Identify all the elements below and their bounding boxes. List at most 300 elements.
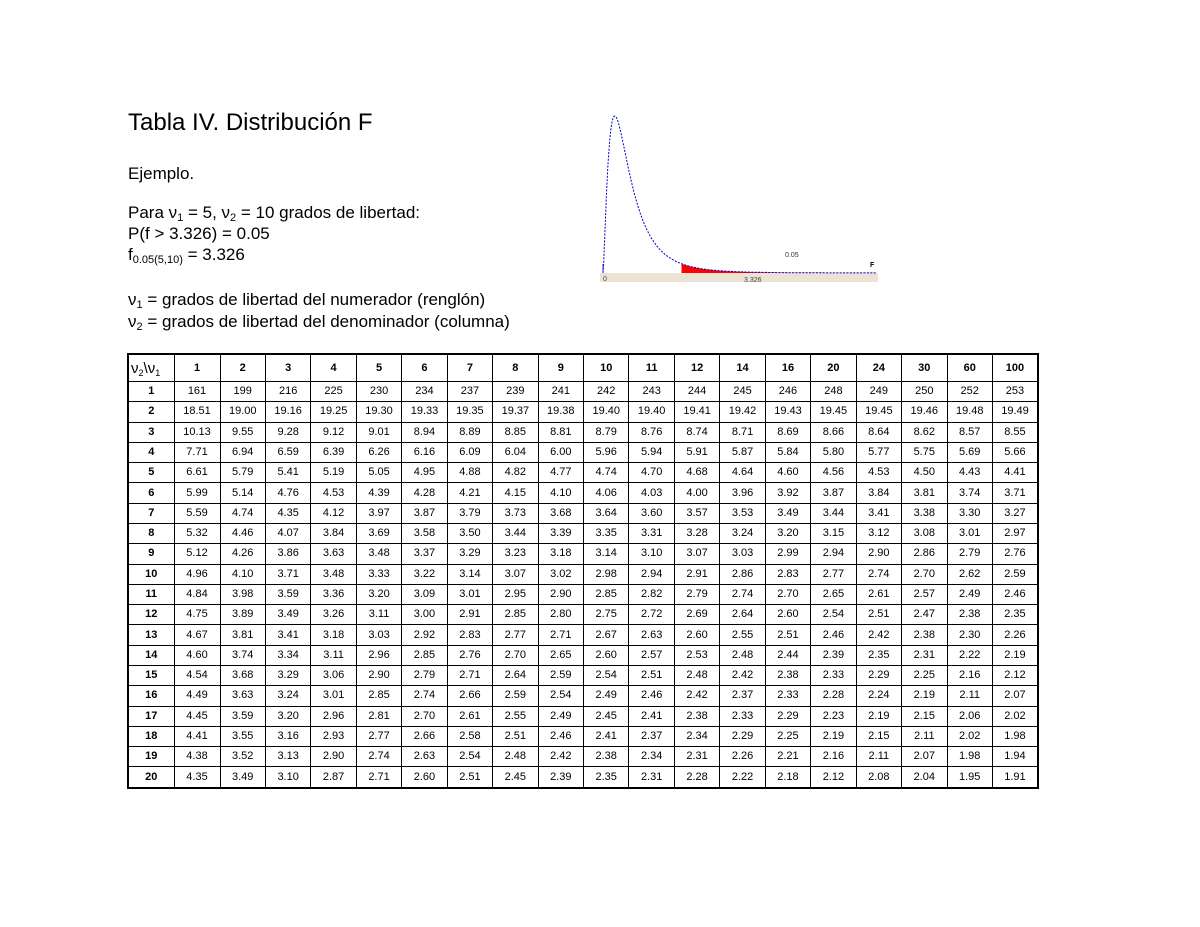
table-cell: 2.54 bbox=[584, 665, 629, 685]
table-cell: 5.59 bbox=[174, 503, 220, 523]
table-cell: 2.76 bbox=[447, 645, 492, 665]
table-cell: 6.09 bbox=[447, 442, 492, 462]
table-cell: 2.31 bbox=[674, 747, 719, 767]
table-cell: 2.72 bbox=[629, 605, 674, 625]
table-cell: 4.49 bbox=[174, 686, 220, 706]
corner-nu2-subscript: 2 bbox=[138, 367, 144, 378]
table-cell: 2.33 bbox=[811, 665, 856, 685]
table-cell: 2.81 bbox=[356, 706, 401, 726]
table-cell: 9.12 bbox=[311, 422, 356, 442]
table-row bbox=[128, 726, 1038, 746]
table-cell: 2.66 bbox=[447, 686, 492, 706]
table-cell: 8.89 bbox=[447, 422, 492, 442]
row-header: 13 bbox=[128, 625, 174, 645]
table-cell: 6.39 bbox=[311, 442, 356, 462]
table-cell: 3.23 bbox=[493, 544, 538, 564]
table-cell: 2.54 bbox=[811, 605, 856, 625]
table-cell: 19.43 bbox=[765, 402, 810, 422]
table-cell: 2.99 bbox=[765, 544, 810, 564]
table-cell: 4.53 bbox=[311, 483, 356, 503]
table-cell: 2.77 bbox=[493, 625, 538, 645]
table-cell: 2.61 bbox=[447, 706, 492, 726]
table-cell: 3.74 bbox=[947, 483, 992, 503]
table-cell: 2.16 bbox=[947, 665, 992, 685]
table-cell: 4.60 bbox=[174, 645, 220, 665]
nu1-subscript: 1 bbox=[136, 299, 143, 311]
table-cell: 4.76 bbox=[265, 483, 310, 503]
table-cell: 2.90 bbox=[856, 544, 901, 564]
table-cell: 3.71 bbox=[992, 483, 1038, 503]
table-cell: 2.07 bbox=[902, 747, 947, 767]
table-cell: 3.48 bbox=[311, 564, 356, 584]
table-cell: 2.19 bbox=[902, 686, 947, 706]
table-cell: 2.79 bbox=[402, 665, 447, 685]
table-cell: 19.46 bbox=[902, 402, 947, 422]
table-cell: 3.20 bbox=[265, 706, 310, 726]
nu-symbol: ν bbox=[128, 312, 137, 331]
table-cell: 2.95 bbox=[493, 584, 538, 604]
table-cell: 5.79 bbox=[220, 463, 265, 483]
table-cell: 2.63 bbox=[629, 625, 674, 645]
table-cell: 3.02 bbox=[538, 564, 583, 584]
table-cell: 4.50 bbox=[902, 463, 947, 483]
table-cell: 4.00 bbox=[674, 483, 719, 503]
table-cell: 9.28 bbox=[265, 422, 310, 442]
table-cell: 250 bbox=[902, 382, 947, 402]
table-cell: 19.16 bbox=[265, 402, 310, 422]
table-cell: 2.38 bbox=[765, 665, 810, 685]
table-cell: 2.11 bbox=[856, 747, 901, 767]
table-cell: 3.84 bbox=[856, 483, 901, 503]
table-cell: 5.69 bbox=[947, 442, 992, 462]
table-cell: 4.07 bbox=[265, 523, 310, 543]
table-cell: 2.63 bbox=[402, 747, 447, 767]
table-cell: 2.49 bbox=[538, 706, 583, 726]
table-cell: 2.91 bbox=[447, 605, 492, 625]
table-cell: 8.94 bbox=[402, 422, 447, 442]
table-cell: 5.05 bbox=[356, 463, 401, 483]
axis-band bbox=[600, 273, 878, 282]
table-cell: 2.06 bbox=[947, 706, 992, 726]
nu2-definition-text: = grados de libertad del denominador (columna) bbox=[142, 312, 510, 331]
table-cell: 3.44 bbox=[811, 503, 856, 523]
table-cell: 2.85 bbox=[402, 645, 447, 665]
table-cell: 4.41 bbox=[992, 463, 1038, 483]
table-cell: 2.65 bbox=[811, 584, 856, 604]
table-cell: 3.55 bbox=[220, 726, 265, 746]
table-cell: 3.73 bbox=[493, 503, 538, 523]
table-cell: 2.71 bbox=[538, 625, 583, 645]
table-cell: 2.48 bbox=[720, 645, 765, 665]
table-cell: 3.81 bbox=[902, 483, 947, 503]
table-cell: 9.55 bbox=[220, 422, 265, 442]
column-header: 10 bbox=[584, 354, 629, 382]
table-cell: 2.19 bbox=[811, 726, 856, 746]
table-cell: 3.35 bbox=[584, 523, 629, 543]
table-cell: 2.51 bbox=[629, 665, 674, 685]
column-header: 2 bbox=[220, 354, 265, 382]
table-cell: 2.30 bbox=[947, 625, 992, 645]
table-cell: 4.46 bbox=[220, 523, 265, 543]
table-body bbox=[128, 382, 1038, 789]
table-cell: 3.63 bbox=[220, 686, 265, 706]
table-cell: 3.71 bbox=[265, 564, 310, 584]
table-cell: 19.40 bbox=[584, 402, 629, 422]
row-header: 20 bbox=[128, 767, 174, 788]
table-row bbox=[128, 645, 1038, 665]
table-cell: 2.77 bbox=[356, 726, 401, 746]
table-cell: 3.27 bbox=[992, 503, 1038, 523]
density-curve bbox=[603, 116, 876, 273]
table-cell: 237 bbox=[447, 382, 492, 402]
table-cell: 4.45 bbox=[174, 706, 220, 726]
table-cell: 3.48 bbox=[356, 544, 401, 564]
table-cell: 2.38 bbox=[674, 706, 719, 726]
table-cell: 3.03 bbox=[356, 625, 401, 645]
table-cell: 3.01 bbox=[947, 523, 992, 543]
table-cell: 2.59 bbox=[992, 564, 1038, 584]
table-cell: 2.60 bbox=[674, 625, 719, 645]
table-cell: 2.90 bbox=[538, 584, 583, 604]
table-cell: 2.86 bbox=[720, 564, 765, 584]
nu-symbol: ν bbox=[221, 203, 231, 222]
row-header: 6 bbox=[128, 483, 174, 503]
table-cell: 3.41 bbox=[265, 625, 310, 645]
table-cell: 2.55 bbox=[720, 625, 765, 645]
table-cell: 2.29 bbox=[765, 706, 810, 726]
table-cell: 2.70 bbox=[493, 645, 538, 665]
table-cell: 2.38 bbox=[902, 625, 947, 645]
table-cell: 5.75 bbox=[902, 442, 947, 462]
table-cell: 5.99 bbox=[174, 483, 220, 503]
table-cell: 2.57 bbox=[629, 645, 674, 665]
row-header: 5 bbox=[128, 463, 174, 483]
table-cell: 2.47 bbox=[902, 605, 947, 625]
table-cell: 3.69 bbox=[356, 523, 401, 543]
table-cell: 2.96 bbox=[311, 706, 356, 726]
column-header: 60 bbox=[947, 354, 992, 382]
table-cell: 2.70 bbox=[402, 706, 447, 726]
table-cell: 3.87 bbox=[811, 483, 856, 503]
table-cell: 2.37 bbox=[720, 686, 765, 706]
table-cell: 4.75 bbox=[174, 605, 220, 625]
table-cell: 8.79 bbox=[584, 422, 629, 442]
table-row bbox=[128, 442, 1038, 462]
table-cell: 2.46 bbox=[811, 625, 856, 645]
page-title: Tabla IV. Distribución F bbox=[128, 109, 373, 136]
table-cell: 2.41 bbox=[629, 706, 674, 726]
column-header: 6 bbox=[402, 354, 447, 382]
table-cell: 4.28 bbox=[402, 483, 447, 503]
table-cell: 4.68 bbox=[674, 463, 719, 483]
table-cell: 234 bbox=[402, 382, 447, 402]
table-cell: 2.74 bbox=[356, 747, 401, 767]
table-cell: 4.03 bbox=[629, 483, 674, 503]
table-cell: 3.68 bbox=[538, 503, 583, 523]
table-cell: 1.98 bbox=[992, 726, 1038, 746]
table-cell: 3.08 bbox=[902, 523, 947, 543]
table-cell: 5.66 bbox=[992, 442, 1038, 462]
table-cell: 2.25 bbox=[902, 665, 947, 685]
table-cell: 3.03 bbox=[720, 544, 765, 564]
table-cell: 2.51 bbox=[447, 767, 492, 788]
table-row bbox=[128, 747, 1038, 767]
table-cell: 19.33 bbox=[402, 402, 447, 422]
table-cell: 1.98 bbox=[947, 747, 992, 767]
table-cell: 19.48 bbox=[947, 402, 992, 422]
table-cell: 6.94 bbox=[220, 442, 265, 462]
table-cell: 230 bbox=[356, 382, 401, 402]
column-header: 9 bbox=[538, 354, 583, 382]
table-cell: 1.91 bbox=[992, 767, 1038, 788]
table-cell: 2.82 bbox=[629, 584, 674, 604]
origin-label: 0 bbox=[603, 276, 607, 283]
row-header: 14 bbox=[128, 645, 174, 665]
table-cell: 2.62 bbox=[947, 564, 992, 584]
table-cell: 242 bbox=[584, 382, 629, 402]
table-cell: 19.37 bbox=[493, 402, 538, 422]
table-cell: 8.71 bbox=[720, 422, 765, 442]
column-header: 3 bbox=[265, 354, 310, 382]
table-cell: 2.41 bbox=[584, 726, 629, 746]
table-cell: 2.12 bbox=[811, 767, 856, 788]
table-row bbox=[128, 665, 1038, 685]
table-cell: 4.06 bbox=[584, 483, 629, 503]
row-header: 9 bbox=[128, 544, 174, 564]
table-cell: 2.19 bbox=[992, 645, 1038, 665]
table-cell: 3.22 bbox=[402, 564, 447, 584]
table-cell: 2.04 bbox=[902, 767, 947, 788]
nu-symbol: ν bbox=[168, 203, 178, 222]
row-header: 15 bbox=[128, 665, 174, 685]
table-cell: 3.87 bbox=[402, 503, 447, 523]
table-cell: 8.57 bbox=[947, 422, 992, 442]
critical-value-label: 3.326 bbox=[744, 277, 762, 284]
nu-symbol: ν bbox=[131, 359, 139, 377]
table-cell: 3.68 bbox=[220, 665, 265, 685]
table-cell: 3.26 bbox=[311, 605, 356, 625]
table-cell: 2.54 bbox=[447, 747, 492, 767]
table-cell: 19.00 bbox=[220, 402, 265, 422]
table-cell: 2.26 bbox=[720, 747, 765, 767]
table-cell: 2.67 bbox=[584, 625, 629, 645]
table-cell: 3.29 bbox=[265, 665, 310, 685]
table-cell: 2.38 bbox=[584, 747, 629, 767]
table-cell: 2.77 bbox=[811, 564, 856, 584]
column-header: 14 bbox=[720, 354, 765, 382]
table-cell: 8.66 bbox=[811, 422, 856, 442]
table-cell: 2.79 bbox=[674, 584, 719, 604]
table-cell: 3.00 bbox=[402, 605, 447, 625]
table-cell: 3.49 bbox=[265, 605, 310, 625]
column-header: 4 bbox=[311, 354, 356, 382]
table-cell: 3.14 bbox=[447, 564, 492, 584]
table-cell: 2.97 bbox=[992, 523, 1038, 543]
table-row bbox=[128, 686, 1038, 706]
alpha-label: 0.05 bbox=[785, 252, 799, 259]
f-distribution-figure bbox=[600, 108, 882, 286]
table-cell: 2.34 bbox=[629, 747, 674, 767]
table-cell: 19.42 bbox=[720, 402, 765, 422]
table-row bbox=[128, 503, 1038, 523]
table-cell: 2.46 bbox=[629, 686, 674, 706]
table-cell: 3.58 bbox=[402, 523, 447, 543]
table-cell: 3.15 bbox=[811, 523, 856, 543]
table-cell: 3.30 bbox=[947, 503, 992, 523]
table-cell: 253 bbox=[992, 382, 1038, 402]
nu-symbol: ν bbox=[128, 290, 137, 309]
table-cell: 2.91 bbox=[674, 564, 719, 584]
table-cell: 3.49 bbox=[220, 767, 265, 788]
table-cell: 249 bbox=[856, 382, 901, 402]
table-cell: 3.11 bbox=[311, 645, 356, 665]
table-cell: 3.10 bbox=[265, 767, 310, 788]
table-cell: 2.94 bbox=[629, 564, 674, 584]
table-cell: 5.19 bbox=[311, 463, 356, 483]
table-header-row bbox=[128, 354, 1038, 382]
table-cell: 4.67 bbox=[174, 625, 220, 645]
table-cell: 2.35 bbox=[856, 645, 901, 665]
table-cell: 248 bbox=[811, 382, 856, 402]
column-header: 5 bbox=[356, 354, 401, 382]
table-cell: 19.38 bbox=[538, 402, 583, 422]
table-cell: 4.53 bbox=[856, 463, 901, 483]
table-cell: 2.34 bbox=[674, 726, 719, 746]
example-degrees-line bbox=[128, 202, 420, 224]
table-cell: 3.06 bbox=[311, 665, 356, 685]
table-cell: 2.86 bbox=[902, 544, 947, 564]
table-cell: 2.46 bbox=[538, 726, 583, 746]
table-cell: 2.70 bbox=[902, 564, 947, 584]
f-value: = 3.326 bbox=[182, 245, 245, 264]
table-cell: 2.96 bbox=[356, 645, 401, 665]
table-cell: 2.87 bbox=[311, 767, 356, 788]
row-header: 12 bbox=[128, 605, 174, 625]
table-cell: 246 bbox=[765, 382, 810, 402]
table-cell: 3.34 bbox=[265, 645, 310, 665]
table-cell: 2.19 bbox=[856, 706, 901, 726]
table-row bbox=[128, 422, 1038, 442]
column-header: 8 bbox=[493, 354, 538, 382]
f-subscript: 0.05(5,10) bbox=[132, 254, 183, 266]
table-cell: 3.09 bbox=[402, 584, 447, 604]
table-cell: 3.31 bbox=[629, 523, 674, 543]
table-cell: 239 bbox=[493, 382, 538, 402]
table-cell: 244 bbox=[674, 382, 719, 402]
row-header: 7 bbox=[128, 503, 174, 523]
column-header: 16 bbox=[765, 354, 810, 382]
row-header: 3 bbox=[128, 422, 174, 442]
table-cell: 3.52 bbox=[220, 747, 265, 767]
table-cell: 2.12 bbox=[992, 665, 1038, 685]
table-cell: 2.33 bbox=[765, 686, 810, 706]
table-cell: 2.75 bbox=[584, 605, 629, 625]
table-cell: 2.74 bbox=[402, 686, 447, 706]
table-cell: 2.74 bbox=[856, 564, 901, 584]
table-cell: 5.94 bbox=[629, 442, 674, 462]
row-header: 19 bbox=[128, 747, 174, 767]
table-cell: 4.21 bbox=[447, 483, 492, 503]
table-cell: 4.96 bbox=[174, 564, 220, 584]
table-cell: 3.59 bbox=[220, 706, 265, 726]
table-row bbox=[128, 605, 1038, 625]
table-cell: 3.53 bbox=[720, 503, 765, 523]
table-cell: 4.74 bbox=[220, 503, 265, 523]
table-cell: 3.74 bbox=[220, 645, 265, 665]
table-cell: 3.64 bbox=[584, 503, 629, 523]
table-cell: 2.83 bbox=[765, 564, 810, 584]
table-cell: 4.84 bbox=[174, 584, 220, 604]
table-cell: 3.07 bbox=[674, 544, 719, 564]
table-cell: 7.71 bbox=[174, 442, 220, 462]
table-cell: 3.29 bbox=[447, 544, 492, 564]
table-row bbox=[128, 767, 1038, 788]
table-cell: 4.15 bbox=[493, 483, 538, 503]
table-cell: 3.18 bbox=[538, 544, 583, 564]
axis-label-f: F bbox=[870, 262, 875, 269]
table-cell: 2.45 bbox=[584, 706, 629, 726]
table-cell: 2.35 bbox=[992, 605, 1038, 625]
table-cell: 3.63 bbox=[311, 544, 356, 564]
table-cell: 2.21 bbox=[765, 747, 810, 767]
table-cell: 8.81 bbox=[538, 422, 583, 442]
example-label: Ejemplo. bbox=[128, 164, 195, 183]
table-row bbox=[128, 402, 1038, 422]
table-cell: 6.16 bbox=[402, 442, 447, 462]
table-cell: 2.28 bbox=[811, 686, 856, 706]
table-cell: 2.60 bbox=[402, 767, 447, 788]
table-row bbox=[128, 483, 1038, 503]
table-cell: 9.01 bbox=[356, 422, 401, 442]
table-cell: 2.93 bbox=[311, 726, 356, 746]
table-cell: 3.33 bbox=[356, 564, 401, 584]
table-cell: 2.39 bbox=[538, 767, 583, 788]
table-cell: 8.76 bbox=[629, 422, 674, 442]
table-cell: 243 bbox=[629, 382, 674, 402]
table-row bbox=[128, 544, 1038, 564]
table-cell: 5.96 bbox=[584, 442, 629, 462]
table-cell: 2.71 bbox=[447, 665, 492, 685]
table-cell: 3.01 bbox=[311, 686, 356, 706]
table-cell: 2.80 bbox=[538, 605, 583, 625]
row-header: 4 bbox=[128, 442, 174, 462]
table-cell: 3.24 bbox=[720, 523, 765, 543]
table-cell: 2.74 bbox=[720, 584, 765, 604]
column-header: 100 bbox=[992, 354, 1038, 382]
nu1-definition-text: = grados de libertad del numerador (renglón) bbox=[142, 290, 486, 309]
table-cell: 2.64 bbox=[720, 605, 765, 625]
table-cell: 5.80 bbox=[811, 442, 856, 462]
table-cell: 19.41 bbox=[674, 402, 719, 422]
table-cell: 2.90 bbox=[311, 747, 356, 767]
table-cell: 2.51 bbox=[856, 605, 901, 625]
table-cell: 2.55 bbox=[493, 706, 538, 726]
table-cell: 4.39 bbox=[356, 483, 401, 503]
table-cell: 4.35 bbox=[265, 503, 310, 523]
table-cell: 2.57 bbox=[902, 584, 947, 604]
table-cell: 3.50 bbox=[447, 523, 492, 543]
table-cell: 2.02 bbox=[992, 706, 1038, 726]
table-cell: 2.69 bbox=[674, 605, 719, 625]
table-cell: 19.49 bbox=[992, 402, 1038, 422]
row-header: 16 bbox=[128, 686, 174, 706]
table-cell: 10.13 bbox=[174, 422, 220, 442]
table-cell: 6.26 bbox=[356, 442, 401, 462]
table-cell: 8.55 bbox=[992, 422, 1038, 442]
table-cell: 2.54 bbox=[538, 686, 583, 706]
table-cell: 2.23 bbox=[811, 706, 856, 726]
row-header: 11 bbox=[128, 584, 174, 604]
